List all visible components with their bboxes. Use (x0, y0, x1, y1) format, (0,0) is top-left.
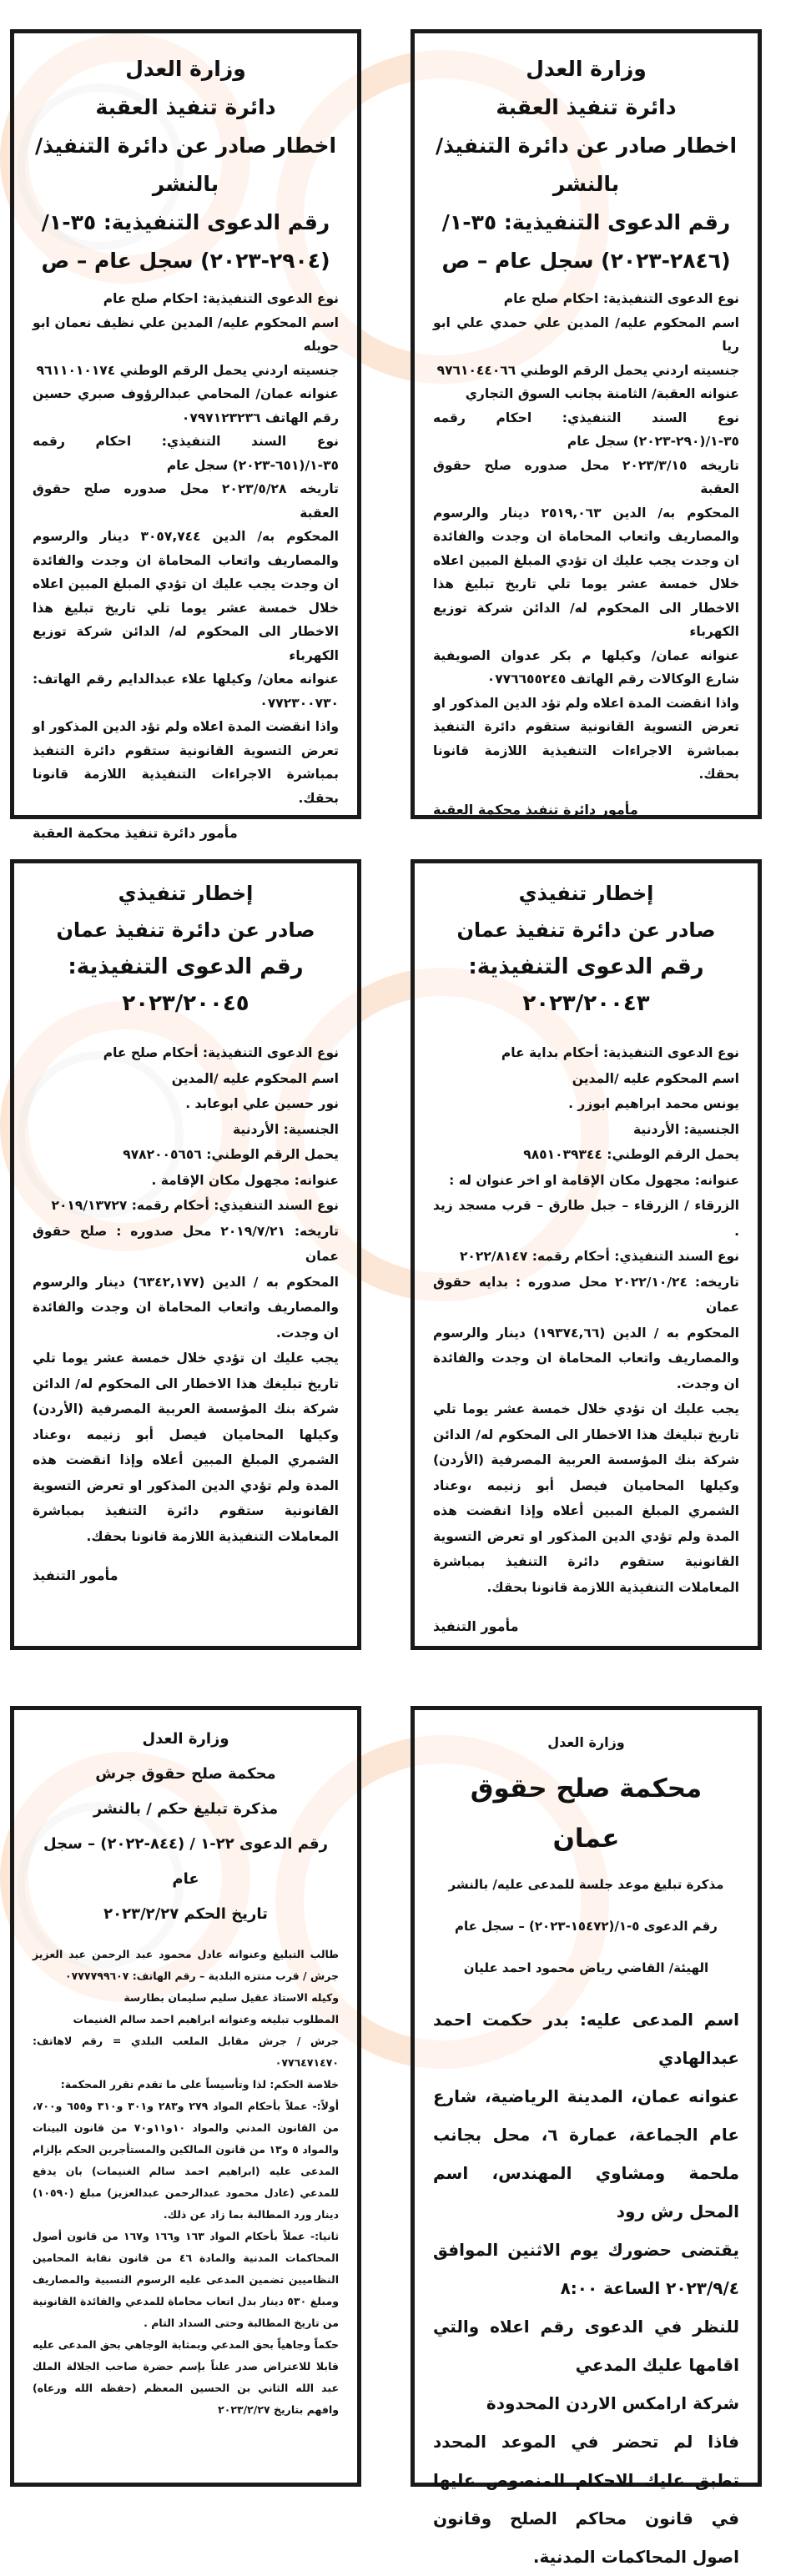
notice-subheading: رقم الدعوى ٥-١/(١٥٤٧٢-٢٠٢٣) – سجل عام (455, 1919, 718, 1934)
notice-subheading: الهيئة/ القاضي رياض محمود احمد عليان (463, 1960, 709, 1975)
notice-paragraph: اسم المحكوم عليه /المدين (572, 1070, 739, 1086)
notice-paragraph: حكماً وجاهياً بحق المدعي وبمثابة الوجاهي بحق المدعى عليه قابلا للاعتراض صدر علناً بإسم حضرة صاحب الجلالة الملك عبد الله الثاني بن الحسين المعظم (حفظه الله ورعاه) وافهم بتاريخ ٢٠٢٣/٢/٢٧ (33, 2338, 339, 2416)
notice-paragraph: المطلوب تبليغه وعنوانه ابراهيم احمد سالم الغنيمات (73, 2013, 339, 2025)
notice-subheading: دائرة تنفيذ العقبة (496, 95, 677, 119)
notice-paragraph: عنوانه عمان/ وكيلها م بكر عدوان الصويفية شارع الوكالات رقم الهاتف ٠٧٧٦٦٥٥٢٤٥ (433, 647, 739, 687)
notice-paragraph: ثانيا:- عملاً بأحكام المواد ١٦٣ و١٦٦ و١٦٧ من قانون أصول المحاكمات المدنية والمادة ٤٦ من قانون نقابة المحامين النظاميين تضمين المدعى عليه الرسوم النسبية والمصاريف ومبلغ ٥٣٠ دينار بدل اتعاب محاماة للمدعي والفائدة القانونية من تاريخ المطالبة وحتى السداد التام . (33, 2230, 340, 2329)
notice-subheading: رقم الدعوى التنفيذية: ٢٠٢٣/٢٠٠٤٥ (68, 954, 304, 1016)
notice-paragraph: نوع السند التنفيذي: احكام رقمه ٣٥-١/(٢٩٠-٢٠٢٣) سجل عام (433, 410, 739, 449)
notice-body (33, 1040, 339, 1549)
amman-court-hearing-summons (411, 1706, 762, 2567)
notice-subheading: رقم الدعوى ٢٢-١ / (٨٤٤-٢٠٢٢) – سجل عام (43, 1835, 328, 1888)
notice-heading: وزارة العدل (547, 1734, 625, 1750)
notice-paragraph: نوع السند التنفيذي: احكام رقمه ٣٥-١/(٦٥١-٢٠٢٣) سجل عام (33, 434, 339, 473)
notice-paragraph: تاريخه: ٢٠١٩/٧/٢١ محل صدوره : صلح حقوق عمان (33, 1223, 339, 1264)
notice-body (433, 287, 739, 787)
notice-paragraph: فاذا لم تحضر في الموعد المحدد تطبق عليك الاحكام المنصوص عليها في قانون محاكم الصلح وقانون اصول المحاكمات المدنية. (433, 2432, 739, 2567)
notice-paragraph: وكيله الاستاذ عقيل سليم سليمان بطارسة (123, 1991, 339, 2004)
notice-subheading: رقم الدعوى التنفيذية: ٣٥-١/ (41, 210, 330, 234)
notice-paragraph: عنوانه عمان/ المحامي عبدالرؤوف صبري حسين رقم الهاتف ٠٧٩٧١٢٣٢٣٦ (33, 386, 339, 425)
notice-paragraph: الجنسية: الأردنية (632, 1121, 739, 1137)
notice-paragraph: نوع الدعوى التنفيذية: احكام صلح عام (503, 291, 739, 306)
notice-subheading: دائرة تنفيذ العقبة (95, 95, 276, 119)
notice-subheading: مذكرة تبليغ موعد جلسة للمدعى عليه/ بالنشر (448, 1877, 724, 1892)
notice-paragraph: المحكوم به / الدين (٦٣٤٢,١٧٧) دينار والرسوم والمصاريف واتعاب المحاماة ان وجدت والفائدة ان وجدت. (33, 1274, 339, 1341)
notice-paragraph: نور حسين علي ابوعابد . (185, 1096, 339, 1111)
notice-subheading: صادر عن دائرة تنفيذ عمان (56, 918, 315, 942)
notice-signature: مأمور دائرة تنفيذ محكمة العقبة (33, 825, 238, 841)
notice-paragraph: تاريخه ٢٠٢٣/٣/١٥ محل صدوره صلح حقوق العقبة (433, 457, 739, 496)
notice-paragraph: عنوانه: مجهول مكان الإقامة او اخر عنوان له : (449, 1172, 739, 1188)
notice-paragraph: اسم المحكوم عليه/ المدين علي حمدي علي ابو ريا (433, 314, 739, 354)
notice-heading: وزارة العدل (142, 1730, 229, 1748)
notice-paragraph: الزرقاء / الزرقاء – جبل طارق – قرب مسجد زيد . (433, 1198, 739, 1239)
notice-subheading: رقم الدعوى التنفيذية: ٢٠٢٣/٢٠٠٤٣ (468, 954, 704, 1016)
notice-signature: مأمور دائرة تنفيذ محكمة العقبة (433, 801, 638, 818)
notice-paragraph: نوع الدعوى التنفيذية: احكام صلح عام (103, 291, 339, 306)
notice-paragraph: المحكوم به/ الدين ٣٠٥٧,٧٤٤ دينار والرسوم والمصاريف واتعاب المحاماة ان وجدت والفائدة ان وجدت يجب عليك ان تؤدي المبلغ المبين اعلاه خلال خمسة عشر يوما تلي تاريخ تبليغ هذا الاخطار الى المحكوم له/ الدائن شركة توزيع الكهرباء (33, 529, 339, 663)
notice-paragraph: نوع السند التنفيذي: أحكام رقمه: ٢٠٢٢/٨١٤٧ (459, 1249, 739, 1264)
notice-paragraph: الجنسية: الأردنية (232, 1121, 339, 1137)
amman-execution-notice-20045 (10, 859, 361, 1650)
notice-signature: مأمور التنفيذ (33, 1567, 118, 1583)
notice-subheading: محكمة صلح حقوق جرش (95, 1765, 276, 1783)
notice-paragraph: للنظر في الدعوى رقم اعلاه والتي اقامها عليك المدعي (433, 2317, 739, 2375)
notice-paragraph: يحمل الرقم الوطني: ٩٧٨٢٠٠٥٦٥٦ (123, 1147, 339, 1162)
notice-paragraph: واذا انقضت المدة اعلاه ولم تؤد الدين المذكور او تعرض التسوية القانونية ستقوم دائرة التنفيذ بمباشرة الاجراءات التنفيذية اللازمة قانونا بحقك. (433, 695, 739, 782)
notice-heading: وزارة العدل (125, 57, 246, 81)
notice-subheading: مذكرة تبليغ حكم / بالنشر (93, 1800, 279, 1818)
notice-subheading: اخطار صادر عن دائرة التنفيذ/ بالنشر (34, 133, 337, 196)
notice-paragraph: تاريخه ٢٠٢٣/٥/٢٨ محل صدوره صلح حقوق العقبة (33, 481, 339, 521)
notice-paragraph: اسم المحكوم عليه /المدين (171, 1070, 339, 1086)
notice-heading: إخطار تنفيذي (118, 882, 254, 905)
notice-paragraph: أولاً:- عملاً بأحكام المواد ٢٧٩ و٢٨٣ و٣٠١ و٣١٠ و٦٥٥ و٧٠٠، من القانون المدني والمواد ١٠و١١و٧٠ من قانون البينات والمواد ٥ و١٣ من قانون المالكين والمستأجرين الحكم بإلزام المدعى عليه (ابراهيم احمد سالم الغنيمات) بان يدفع للمدعي (عادل محمود عبدالرحمن عبدالعزيز) مبلغ (١٠٥٩٠) دينار ورد المطالبة بما زاد عن ذلك. (33, 2100, 340, 2221)
notice-heading: إخطار تنفيذي (518, 882, 654, 905)
jerash-court-judgment-notice (10, 1706, 361, 2487)
notice-paragraph: المحكوم به/ الدين ٢٥١٩,٠٦٣ دينار والرسوم والمصاريف واتعاب المحاماة ان وجدت والفائدة ان وجدت يجب عليك ان تؤدي المبلغ المبين اعلاه خلال خمسة عشر يوما تلي تاريخ تبليغ هذا الاخطار الى المحكوم له/ الدائن شركة توزيع الكهرباء (433, 505, 739, 639)
notice-subheading: (٢٩٠٤-٢٠٢٣) سجل عام – ص (41, 249, 330, 273)
notice-paragraph: نوع الدعوى التنفيذية: أحكام صلح عام (103, 1045, 339, 1060)
notice-paragraph: عنوانه معان/ وكيلها علاء عبدالدايم رقم الهاتف: ٠٧٧٢٣٠٠٧٣٠ (33, 672, 339, 711)
notice-paragraph: خلاصة الحكم: لذا وتأسيساً على ما تقدم تقرر المحكمة: (60, 2078, 339, 2090)
notice-paragraph: يحمل الرقم الوطني: ٩٨٥١٠٣٩٣٤٤ (523, 1147, 739, 1162)
notice-paragraph: المحكوم به / الدين (١٩٣٧٤,٦٦) دينار والرسوم والمصاريف واتعاب المحاماة ان وجدت والفائدة ان وجدت. (433, 1325, 739, 1391)
notice-paragraph: شركة ارامكس الاردن المحدودة (486, 2393, 739, 2413)
notice-paragraph: جنسيته اردني يحمل الرقم الوطني ٩٧٦١٠٤٤٠٦٦ (436, 362, 739, 378)
notice-body (433, 1040, 739, 1600)
notice-paragraph: تاريخه: ٢٠٢٢/١٠/٢٤ محل صدوره : بدايه حقوق عمان (433, 1274, 739, 1315)
notice-body (33, 1944, 339, 2421)
notice-subheading: (٢٨٤٦-٢٠٢٣) سجل عام – ص (441, 249, 731, 273)
notice-signature: مأمور التنفيذ (433, 1618, 519, 1634)
notice-subheading: محكمة صلح حقوق عمان (470, 1774, 703, 1854)
notice-paragraph: عنوانه العقبة/ الثامنة بجانب السوق التجاري (465, 386, 739, 401)
notice-paragraph: جرش / جرش مقابل الملعب البلدي = رقم لاهاتف: ٠٧٧٦٤٧١٤٧٠ (33, 2035, 339, 2069)
notice-paragraph: عنوانه عمان، المدينة الرياضية، شارع عام الجماعة، عمارة ٦، محل بجانب ملحمة ومشاوي المهندس، اسم المحل رش رود (433, 2086, 739, 2221)
notice-paragraph: نوع الدعوى التنفيذية: أحكام بداية عام (501, 1045, 739, 1060)
aqaba-notice-2846 (411, 29, 762, 819)
aqaba-notice-2904 (10, 29, 361, 841)
notice-paragraph: اسم المدعى عليه: بدر حكمت احمد عبدالهادي (433, 2010, 739, 2068)
notice-paragraph: يجب عليك ان تؤدي خلال خمسة عشر يوما تلي تاريخ تبليغك هذا الاخطار الى المحكوم له/ الدائن شركة بنك المؤسسة العربية المصرفية (الأردن) وكيلها المحاميان فيصل أبو زنيمه ،وعناد الشمري المبلغ المبين أعلاه وإذا انقضت هذه المدة ولم تؤدي الدين المذكور او تعرض التسوية القانونية ستقوم دائرة التنفيذ بمباشرة المعاملات التنفيذية اللازمة قانونا بحقك. (33, 1351, 339, 1544)
notice-paragraph: طالب التبليغ وعنوانه عادل محمود عبد الرحمن عبد العزيز جرش / قرب منتزه البلدية – رقم الهاتف: ٠٧٧٧٧٩٩٦٠٧ (33, 1948, 339, 1982)
notice-paragraph: نوع السند التنفيذي: أحكام رقمه: ٢٠١٩/١٣٧٢٧ (51, 1198, 339, 1213)
notice-paragraph: اسم المحكوم عليه/ المدين علي نظيف نعمان ابو حويله (33, 314, 339, 354)
amman-execution-notice-20043 (411, 859, 762, 1650)
notice-subheading: اخطار صادر عن دائرة التنفيذ/ بالنشر (435, 133, 738, 196)
notice-paragraph: يونس محمد ابراهيم ابوزر . (568, 1096, 739, 1111)
notice-heading: وزارة العدل (526, 57, 647, 81)
notice-subheading: رقم الدعوى التنفيذية: ٣٥-١/ (441, 210, 731, 234)
notice-body (33, 287, 339, 810)
notice-subheading: صادر عن دائرة تنفيذ عمان (456, 918, 716, 942)
notice-paragraph: يقتضى حضورك يوم الاثنين الموافق ٢٠٢٣/٩/٤ الساعة ٨:٠٠ (433, 2240, 739, 2298)
notice-body (433, 2000, 739, 2576)
notice-paragraph: يجب عليك ان تؤدي خلال خمسة عشر يوما تلي تاريخ تبليغك هذا الاخطار الى المحكوم له/ الدائن شركة بنك المؤسسة العربية المصرفية (الأردن) وكيلها المحاميان فيصل أبو زنيمه ،وعناد الشمري المبلغ المبين أعلاه وإذا انقضت هذه المدة ولم تؤدي الدين المذكور او تعرض التسوية القانونية ستقوم دائرة التنفيذ بمباشرة المعاملات التنفيذية اللازمة قانونا بحقك. (433, 1401, 739, 1595)
notice-subheading: تاريخ الحكم ٢٠٢٣/٢/٢٧ (103, 1905, 268, 1923)
notice-paragraph: عنوانه: مجهول مكان الإقامة . (151, 1172, 339, 1188)
notice-paragraph: واذا انقضت المدة اعلاه ولم تؤد الدين المذكور او تعرض التسوية القانونية ستقوم دائرة التنفيذ بمباشرة الاجراءات التنفيذية اللازمة قانونا بحقك. (33, 719, 339, 806)
notice-paragraph: جنسيته اردني يحمل الرقم الوطني ٩٦١١٠١٠١٧٤ (36, 362, 339, 378)
